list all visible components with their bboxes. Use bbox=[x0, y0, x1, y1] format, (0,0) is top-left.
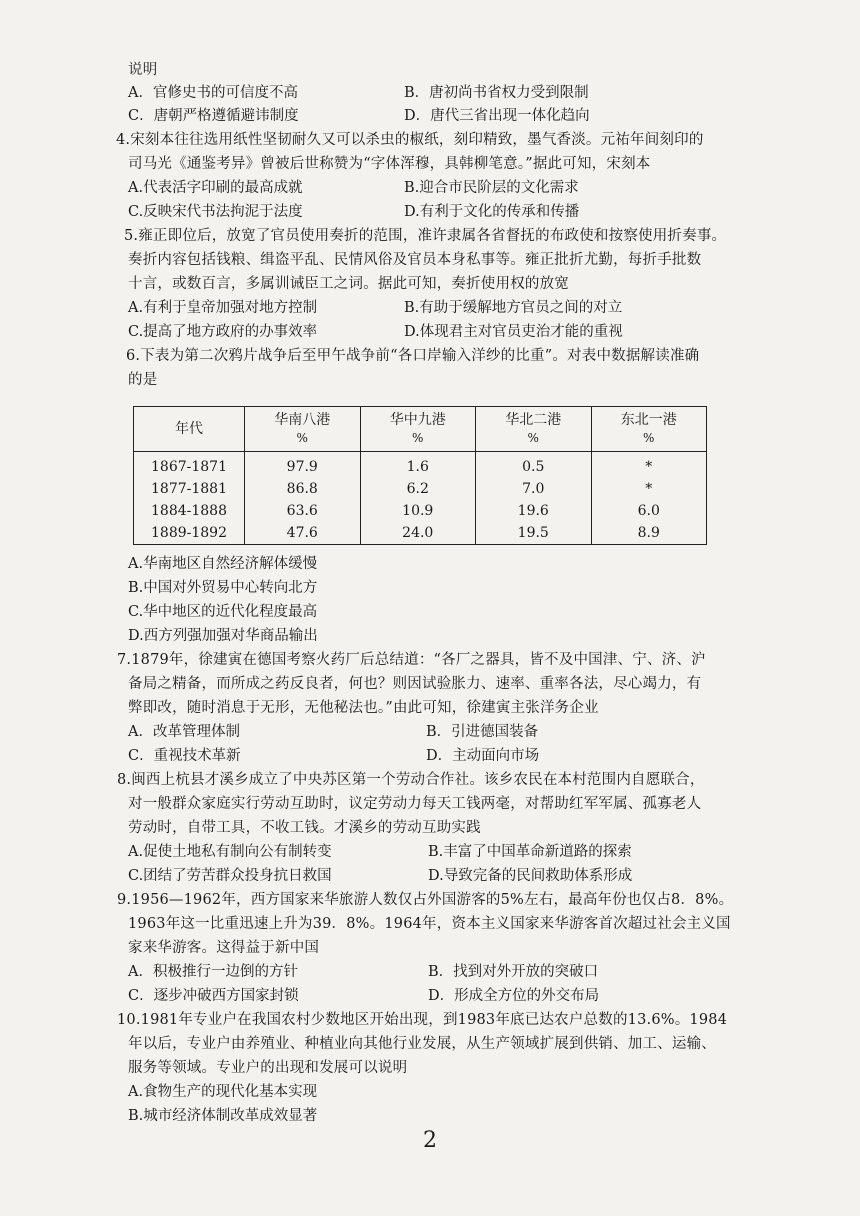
table-cell: 24.0 bbox=[360, 522, 476, 545]
table-cell: * bbox=[591, 452, 707, 479]
q4-option-d: D.有利于文化的传承和传播 bbox=[404, 204, 580, 220]
q3-option-c: C．唐朝严格遵循避讳制度 bbox=[128, 108, 299, 124]
import-share-table bbox=[133, 406, 707, 545]
table-header-north bbox=[476, 407, 592, 452]
table-header-south bbox=[245, 407, 361, 452]
q4-option-a: A.代表活字印刷的最高成就 bbox=[128, 180, 303, 196]
q4-option-c: C.反映宋代书法拘泥于法度 bbox=[128, 204, 303, 220]
table-cell: * bbox=[591, 478, 707, 500]
q7-option-d: D．主动面向市场 bbox=[426, 748, 540, 764]
table-cell: 47.6 bbox=[245, 522, 361, 545]
q5-option-b: B.有助于缓解地方官员之间的对立 bbox=[404, 300, 623, 316]
q5-stem-line-1: 5.雍正即位后，放宽了官员使用奏折的范围，准许隶属各省督抚的布政使和按察使用折奏事。 bbox=[124, 228, 727, 244]
q5-stem-line-2: 奏折内容包括钱粮、缉盗平乱、民情风俗及官员本身私事等。雍正批折尤勤，每折手批数 bbox=[128, 252, 702, 268]
table-header-unit: % bbox=[527, 431, 539, 445]
q6-stem-line-1: 6.下表为第二次鸦片战争后至甲午战争前“各口岸输入洋纱的比重”。对表中数据解读准确 bbox=[126, 348, 700, 364]
q9-option-a: A．积极推行一边倒的方针 bbox=[128, 964, 298, 980]
q5-option-a: A.有利于皇帝加强对地方控制 bbox=[128, 300, 318, 316]
q3-stem-tail: 说明 bbox=[128, 62, 158, 78]
table-row bbox=[134, 522, 707, 545]
q5-stem-line-3: 十言，或数百言，多属训诫臣工之词。据此可知，奏折使用权的放宽 bbox=[128, 276, 569, 292]
q3-option-a: A．官修史书的可信度不高 bbox=[128, 85, 298, 101]
q7-stem-line-3: 弊即改，随时消息于无形，无他秘法也。”由此可知，徐建寅主张洋务企业 bbox=[128, 700, 599, 716]
q10-stem-line-3: 服务等领域。专业户的出现和发展可以说明 bbox=[128, 1060, 408, 1076]
table-cell: 19.5 bbox=[476, 522, 592, 545]
q7-option-a: A．改革管理体制 bbox=[128, 724, 240, 740]
table-header-northeast-label: 东北一港 bbox=[620, 412, 677, 428]
table-header-central-label: 华中九港 bbox=[389, 412, 446, 428]
table-cell: 63.6 bbox=[245, 500, 361, 522]
table-header-northeast bbox=[591, 407, 707, 452]
q4-option-b: B.迎合市民阶层的文化需求 bbox=[404, 180, 579, 196]
q3-option-b: B．唐初尚书省权力受到限制 bbox=[404, 85, 589, 101]
table-row bbox=[134, 500, 707, 522]
table-cell: 19.6 bbox=[476, 500, 592, 522]
table-cell: 1884-1888 bbox=[134, 500, 245, 522]
q3-option-d: D．唐代三省出现一体化趋向 bbox=[404, 108, 590, 124]
q9-stem-line-2: 1963年这一比重迅速上升为39．8%。1964年，资本主义国家来华游客首次超过社会主义国 bbox=[128, 916, 731, 932]
q9-stem-line-3: 家来华游客。这得益于新中国 bbox=[128, 940, 320, 956]
table-cell: 86.8 bbox=[245, 478, 361, 500]
table-row bbox=[134, 452, 707, 479]
q5-option-d: D.体现君主对官员吏治才能的重视 bbox=[404, 324, 623, 340]
q6-option-d: D.西方列强加强对华商品输出 bbox=[128, 628, 318, 644]
q7-option-c: C．重视技术革新 bbox=[128, 748, 241, 764]
q9-option-d: D．形成全方位的外交布局 bbox=[428, 988, 600, 1004]
table-cell: 1889-1892 bbox=[134, 522, 245, 545]
q4-stem-line-2: 司马光《通鉴考异》曾被后世称赞为“字体浑穆，具韩柳笔意。”据此可知，宋刻本 bbox=[128, 156, 651, 172]
q9-stem-line-1: 9.1956—1962年，西方国家来华旅游人数仅占外国游客的5%左右，最高年份也仅占8．8%。 bbox=[117, 892, 734, 908]
q7-stem-line-1: 7.1879年，徐建寅在德国考察火药厂后总结道：“各厂之器具，皆不及中国津、宁、济、沪 bbox=[117, 652, 706, 668]
q4-stem-line-1: 4.宋刻本往往选用纸性坚韧耐久又可以杀虫的椒纸，刻印精致，墨气香淡。元祐年间刻印的 bbox=[116, 132, 704, 148]
table-cell: 1877-1881 bbox=[134, 478, 245, 500]
table-header-unit: % bbox=[643, 431, 655, 445]
table-header-unit: % bbox=[296, 431, 308, 445]
table-cell: 6.0 bbox=[591, 500, 707, 522]
table-cell: 10.9 bbox=[360, 500, 476, 522]
q8-stem-line-2: 对一般群众家庭实行劳动互助时，议定劳动力每天工钱两毫，对帮助红军军属、孤寡老人 bbox=[128, 796, 702, 812]
table-header-unit: % bbox=[412, 431, 424, 445]
q5-option-c: C.提高了地方政府的办事效率 bbox=[128, 324, 318, 340]
table-header-era: 年代 bbox=[134, 407, 245, 452]
q7-option-b: B．引进德国装备 bbox=[426, 724, 539, 740]
table-header-south-label: 华南八港 bbox=[274, 412, 331, 428]
q6-option-b: B.中国对外贸易中心转向北方 bbox=[128, 580, 318, 596]
q6-option-a: A.华南地区自然经济解体缓慢 bbox=[128, 556, 318, 572]
table-cell: 8.9 bbox=[591, 522, 707, 545]
q10-option-a: A.食物生产的现代化基本实现 bbox=[128, 1084, 318, 1100]
q6-option-c: C.华中地区的近代化程度最高 bbox=[128, 604, 318, 620]
table-row bbox=[134, 478, 707, 500]
table-header-row bbox=[134, 407, 707, 452]
q8-option-d: D.导致完备的民间救助体系形成 bbox=[428, 868, 633, 884]
q9-option-c: C．逐步冲破西方国家封锁 bbox=[128, 988, 299, 1004]
q8-stem-line-1: 8.闽西上杭县才溪乡成立了中央苏区第一个劳动合作社。该乡农民在本村范围内自愿联合， bbox=[117, 772, 705, 788]
q8-option-c: C.团结了劳苦群众投身抗日救国 bbox=[128, 868, 332, 884]
table-cell: 1867-1871 bbox=[134, 452, 245, 479]
q10-option-b: B.城市经济体制改革成效显著 bbox=[128, 1108, 318, 1124]
table-cell: 97.9 bbox=[245, 452, 361, 479]
q8-option-b: B.丰富了中国革命新道路的探索 bbox=[428, 844, 632, 860]
page-number: 2 bbox=[423, 1128, 437, 1153]
q8-stem-line-3: 劳动时，自带工具，不收工钱。才溪乡的劳动互助实践 bbox=[128, 820, 481, 836]
q7-stem-line-2: 备局之精备，而所成之药反良者，何也？则因试验胀力、速率、重率各法，尽心竭力，有 bbox=[128, 676, 702, 692]
q9-option-b: B．找到对外开放的突破口 bbox=[428, 964, 599, 980]
q6-stem-line-2: 的是 bbox=[128, 372, 158, 388]
q10-stem-line-1: 10.1981年专业户在我国农村少数地区开始出现，到1983年底已达农户总数的13.6%。1984 bbox=[117, 1012, 728, 1028]
table-cell: 7.0 bbox=[476, 478, 592, 500]
table-cell: 1.6 bbox=[360, 452, 476, 479]
table-cell: 6.2 bbox=[360, 478, 476, 500]
table-cell: 0.5 bbox=[476, 452, 592, 479]
q8-option-a: A.促使土地私有制向公有制转变 bbox=[128, 844, 332, 860]
table-header-central bbox=[360, 407, 476, 452]
table-header-north-label: 华北二港 bbox=[505, 412, 562, 428]
q10-stem-line-2: 年以后，专业户由养殖业、种植业向其他行业发展，从生产领域扩展到供销、加工、运输、 bbox=[128, 1036, 716, 1052]
